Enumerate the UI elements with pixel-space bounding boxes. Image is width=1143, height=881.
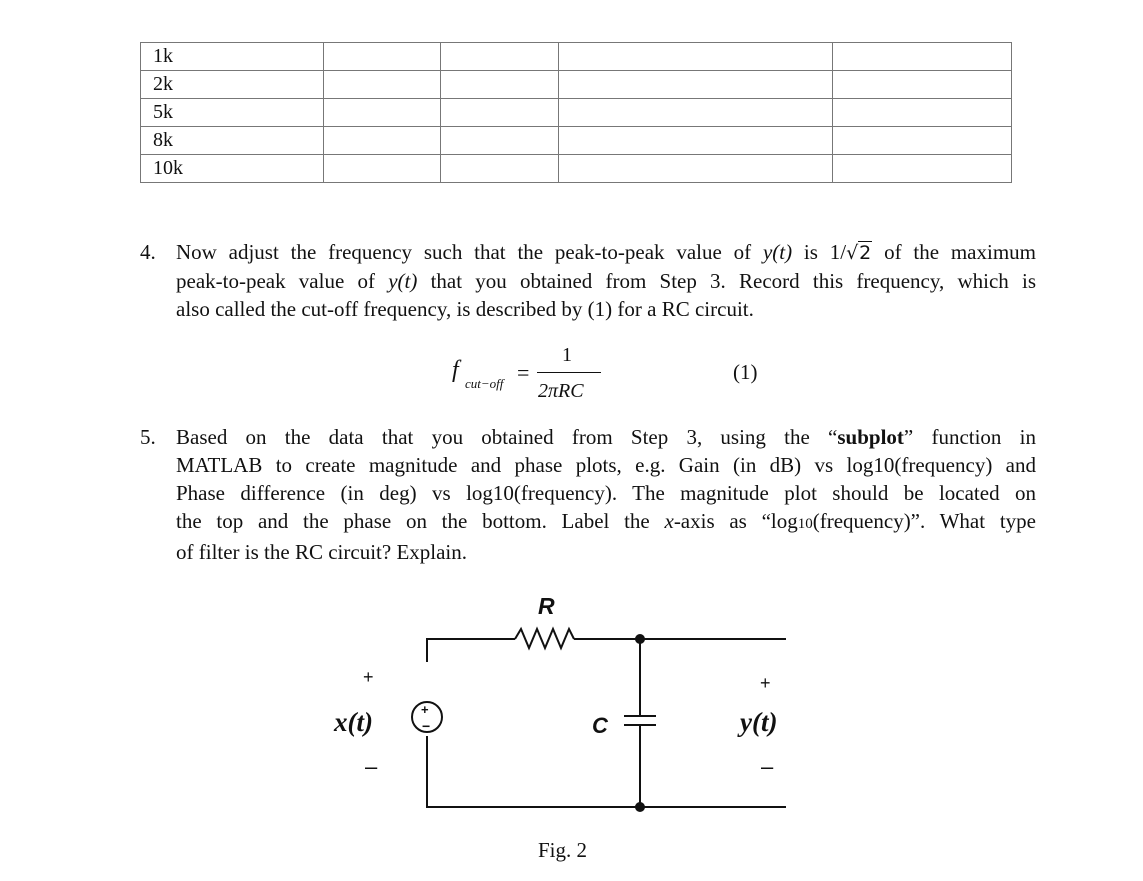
- frequency-cell: 8k: [141, 127, 324, 155]
- node-top: [635, 634, 645, 644]
- step-5-text: (frequency)”. What type: [812, 509, 1036, 533]
- step-4-text: that you obtained from Step 3. Record this frequency, which is: [417, 269, 1036, 293]
- step-5-text: -axis as “log: [673, 509, 798, 533]
- source-minus: −: [422, 718, 431, 734]
- step-5-text: Based on the data that you obtained from Step 3, using the “: [176, 425, 838, 449]
- equation-equals: =: [517, 360, 530, 385]
- step-5-text: the top and the phase on the bottom. Label the: [176, 509, 665, 533]
- resistor: [515, 629, 574, 648]
- step-5-line-3: Phase difference (in deg) vs log10(frequency). The magnitude plot should be located on: [176, 481, 1036, 505]
- step-4-text: of the maximum: [872, 240, 1037, 264]
- equation-numerator: 1: [562, 344, 572, 366]
- sqrt-radicand: 2: [859, 242, 872, 264]
- frequency-cell: 5k: [141, 99, 324, 127]
- node-bottom: [635, 802, 645, 812]
- step-4-text: peak-to-peak value of: [176, 269, 389, 293]
- figure-caption: Fig. 2: [538, 838, 588, 862]
- wire-left-lower: [427, 736, 786, 807]
- step-4-line-3: also called the cut-off frequency, is described by (1) for a RC circuit.: [176, 297, 754, 321]
- step-4-text: is 1/: [792, 240, 847, 264]
- frequency-cell: 10k: [141, 155, 324, 183]
- equation-subscript: cut−off: [465, 376, 504, 391]
- source-plus: +: [421, 702, 429, 717]
- step-4-number: 4.: [140, 240, 156, 264]
- subplot-keyword: subplot: [837, 425, 904, 449]
- wire-top-left: [427, 639, 515, 662]
- x-axis-var: x: [664, 509, 674, 533]
- input-plus: +: [363, 667, 374, 687]
- resistor-label: R: [538, 593, 555, 619]
- output-minus: –: [761, 754, 774, 779]
- input-label: x(t): [334, 707, 373, 737]
- step-4-text: Now adjust the frequency such that the peak-to-peak value of: [176, 240, 763, 264]
- step-5-line-2: MATLAB to create magnitude and phase plots, e.g. Gain (in dB) vs log10(frequency) and: [176, 453, 1036, 477]
- step-5-number: 5.: [140, 425, 156, 449]
- frequency-cell: 2k: [141, 71, 324, 99]
- equation-number: (1): [733, 360, 758, 384]
- input-minus: –: [365, 754, 378, 779]
- capacitor-label: C: [592, 713, 608, 738]
- output-plus: +: [760, 673, 771, 693]
- frequency-cell: 1k: [141, 43, 324, 71]
- output-label: y(t): [740, 707, 778, 737]
- sqrt-symbol: √: [846, 242, 859, 264]
- equation-denominator: 2πRC: [538, 380, 584, 402]
- step-5-text: ” function in: [903, 425, 1036, 449]
- log-subscript: 10: [797, 516, 813, 532]
- equation-f: f: [452, 357, 459, 383]
- step-5-line-5: of filter is the RC circuit? Explain.: [176, 540, 468, 564]
- y-of-t: y(t): [762, 240, 793, 264]
- y-of-t: y(t): [388, 269, 418, 293]
